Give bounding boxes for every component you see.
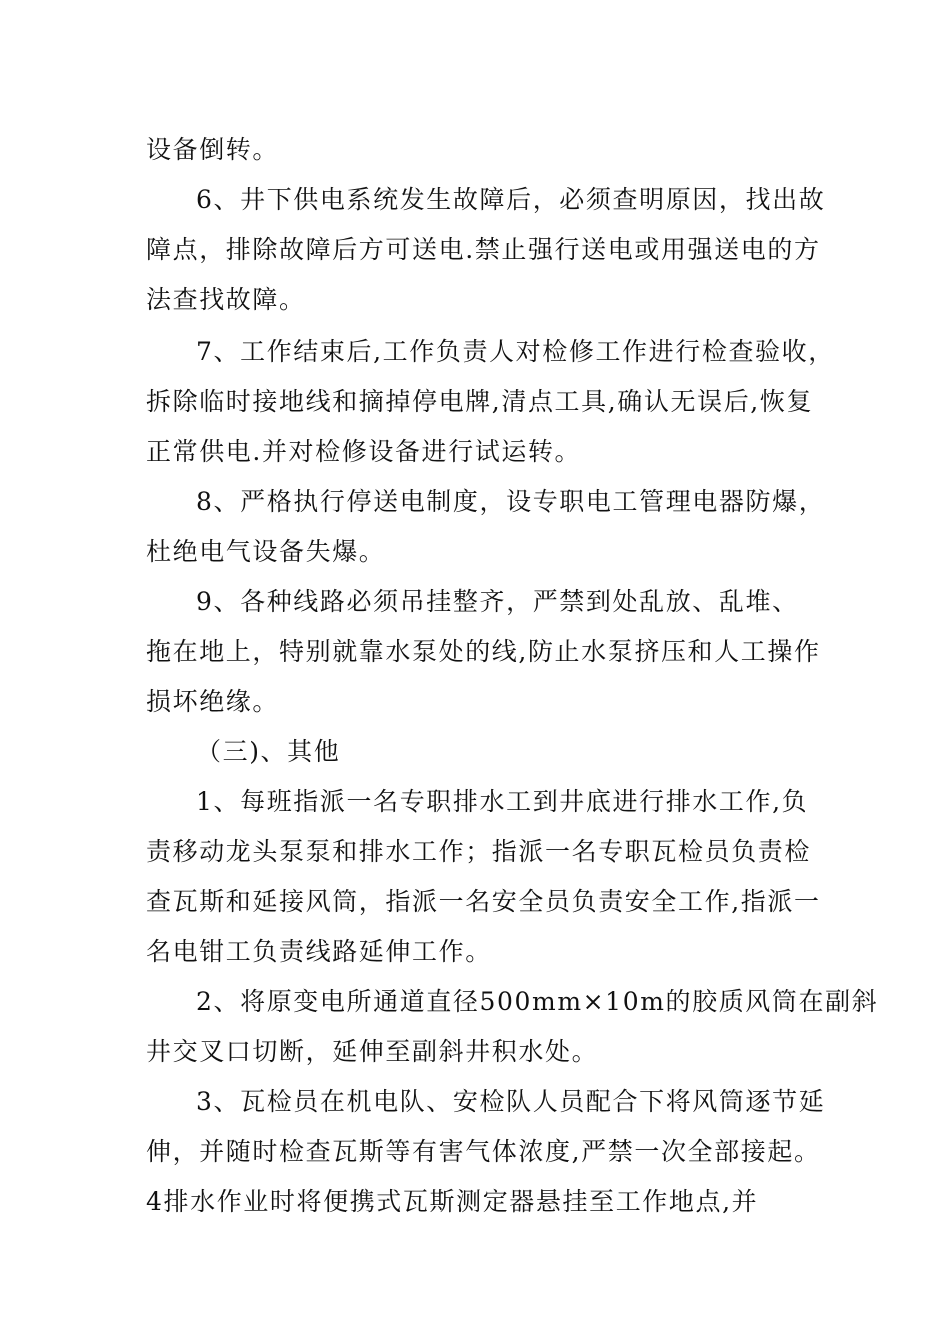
paragraph-8-line-2: 杜绝电气设备失爆。 <box>146 537 386 566</box>
paragraph-6-line-1: 6、井下供电系统发生故障后，必须查明原因，找出故 <box>196 185 826 214</box>
paragraph-6-line-2: 障点，排除故障后方可送电.禁止强行送电或用强送电的方 <box>146 235 821 264</box>
paragraph-9-line-1: 9、各种线路必须吊挂整齐，严禁到处乱放、乱堆、 <box>196 587 799 616</box>
other-item-2-line-2: 井交叉口切断，延伸至副斜井积水处。 <box>146 1037 599 1066</box>
paragraph-9-line-3: 损坏绝缘。 <box>146 687 280 716</box>
text-line: 设备倒转。 <box>146 135 280 164</box>
paragraph-7-line-3: 正常供电.并对检修设备进行试运转。 <box>146 437 582 466</box>
other-item-4-line-1: 4排水作业时将便携式瓦斯测定器悬挂至工作地点,并 <box>146 1187 759 1216</box>
other-item-1-line-2: 责移动龙头泵泵和排水工作；指派一名专职瓦检员负责检 <box>146 837 812 866</box>
paragraph-7-line-2: 拆除临时接地线和摘掉停电牌,清点工具,确认无误后,恢复 <box>146 387 814 416</box>
paragraph-8-line-1: 8、严格执行停送电制度，设专职电工管理电器防爆， <box>196 487 826 516</box>
section-heading-other: （三)、其他 <box>196 737 341 766</box>
other-item-1-line-4: 名电钳工负责线路延伸工作。 <box>146 937 492 966</box>
paragraph-9-line-2: 拖在地上，特别就靠水泵处的线,防止水泵挤压和人工操作 <box>146 637 821 666</box>
paragraph-6-line-3: 法查找故障。 <box>146 285 306 314</box>
other-item-2-line-1: 2、将原变电所通道直径500mm×10m的胶质风筒在副斜 <box>196 987 879 1016</box>
other-item-1-line-3: 查瓦斯和延接风筒，指派一名安全员负责安全工作,指派一 <box>146 887 821 916</box>
other-item-1-line-1: 1、每班指派一名专职排水工到井底进行排水工作,负 <box>196 787 809 816</box>
paragraph-7-line-1: 7、工作结束后,工作负责人对检修工作进行检查验收， <box>196 337 835 366</box>
other-item-3-line-2: 伸，并随时检查瓦斯等有害气体浓度,严禁一次全部接起。 <box>146 1137 821 1166</box>
other-item-3-line-1: 3、瓦检员在机电队、安检队人员配合下将风筒逐节延 <box>196 1087 826 1116</box>
